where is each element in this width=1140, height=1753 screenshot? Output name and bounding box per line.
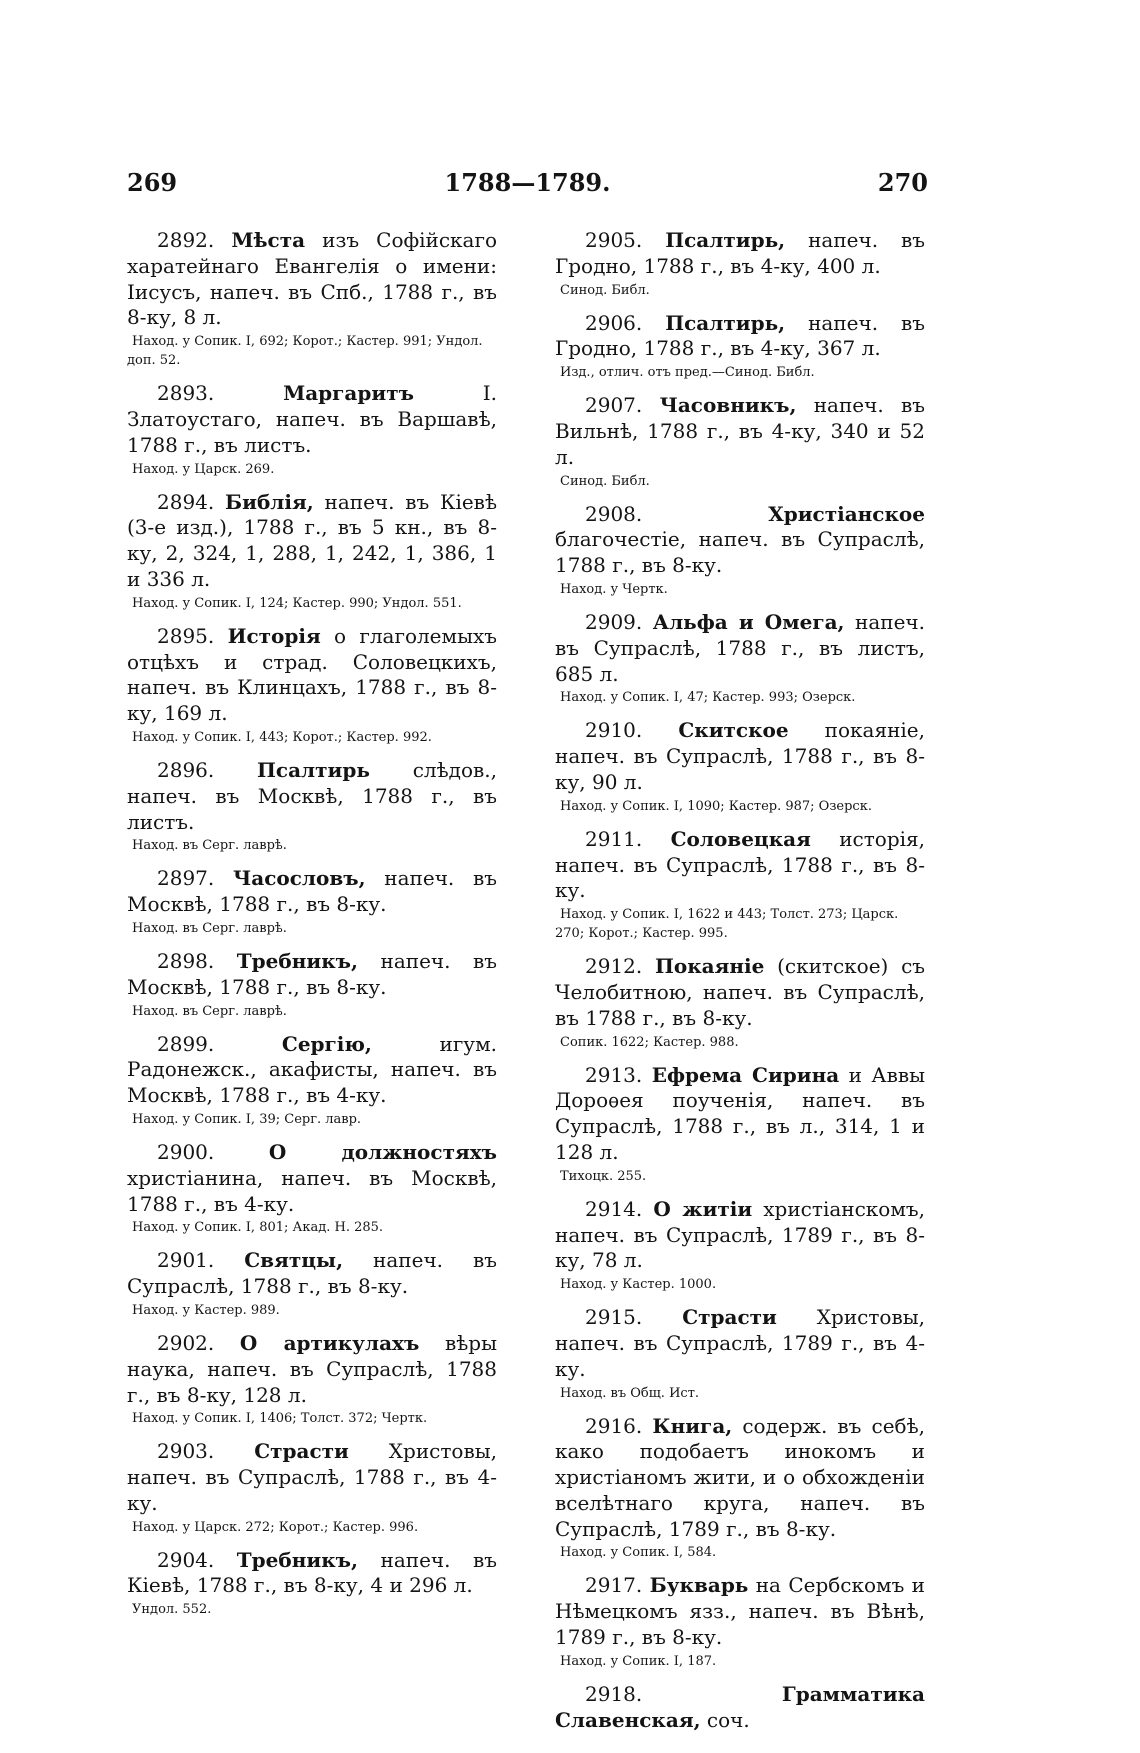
entry-text <box>555 954 925 1031</box>
entry-text <box>127 1439 497 1516</box>
entry-location-note: Наход. въ Серг. лаврѣ. <box>132 920 287 936</box>
entry-number: 2913. <box>585 1062 643 1087</box>
entry-location-note: Наход. у Кастер. 989. <box>132 1302 280 1318</box>
entry-location-note: Ундол. 552. <box>132 1602 212 1618</box>
catalog-entry <box>127 866 497 938</box>
entry-location-note: Наход. у Сопик. I, 584. <box>560 1545 717 1561</box>
entry-number: 2900. <box>157 1139 215 1164</box>
entry-location-note: Наход. у Сопик. I, 692; Корот.; Кастер. 991; Ундол. доп. 52. <box>127 334 483 369</box>
entry-text <box>127 1140 497 1217</box>
entry-title: О должностяхъ <box>268 1139 497 1164</box>
entry-description: на Сербскомъ и Нѣмецкомъ язз., напеч. въ Вѣнѣ, 1789 г., въ 8-ку. <box>555 1573 926 1650</box>
entry-title: Букварь <box>649 1573 749 1598</box>
entry-title: Христіанское <box>768 501 925 526</box>
entry-number: 2892. <box>157 228 215 252</box>
entry-description: Христовы, напеч. въ Супраслѣ, 1788 г., въ 4-ку. <box>127 1439 497 1515</box>
catalog-entry <box>555 1197 925 1294</box>
entry-location-note: Наход. у Сопик. I, 443; Корот.; Кастер. 992. <box>132 729 432 745</box>
entry-text <box>127 1248 497 1300</box>
entry-description: напеч. въ Гродно, 1788 г., въ 4-ку, 400 л. <box>555 228 926 278</box>
entry-number: 2894. <box>157 489 215 514</box>
entry-title: Часословъ, <box>233 866 366 891</box>
entry-text <box>127 1032 497 1109</box>
entry-number: 2902. <box>157 1330 215 1355</box>
entry-number: 2893. <box>157 381 215 406</box>
entry-number: 2910. <box>585 718 643 743</box>
entry-location-note: Наход. у Сопик. I, 1622 и 443; Толст. 273; Царск. 270; Корот.; Кастер. 995. <box>555 907 899 942</box>
catalog-entry <box>127 758 497 855</box>
entry-title: Книга, <box>652 1413 733 1438</box>
entry-description: Христовы, напеч. въ Супраслѣ, 1789 г., въ 4-ку. <box>555 1305 925 1381</box>
entry-description: христіанина, напеч. въ Москвѣ, 1788 г., въ 4-ку. <box>127 1165 497 1216</box>
entry-title: Маргаритъ <box>283 381 414 406</box>
entry-number: 2912. <box>585 954 643 979</box>
entry-title: Требникъ, <box>236 1547 358 1572</box>
entry-title: Покаяніе <box>654 954 765 979</box>
entry-text <box>127 949 497 1001</box>
entry-description: изъ Софійскаго харатейнаго Евангелія о имени: Іисусъ, напеч. въ Спб., 1788 г., въ 8-ку, 8 л. <box>127 228 498 330</box>
left-page-number: 269 <box>127 168 178 197</box>
entry-text <box>127 624 497 727</box>
entry-title: О житіи <box>653 1196 753 1221</box>
catalog-entry <box>555 954 925 1051</box>
entry-description: напеч. въ Супраслѣ, 1788 г., въ листъ, 685 л. <box>555 609 926 686</box>
entry-description: о глаголемыхъ отцѣхъ и страд. Соловецкихъ, напеч. въ Клинцахъ, 1788 г., въ 8-ку, 169 л. <box>127 623 498 726</box>
catalog-entry <box>127 381 497 478</box>
entry-number: 2907. <box>585 393 643 418</box>
entry-title: Исторія <box>227 623 321 648</box>
entry-title: Страсти <box>254 1439 349 1464</box>
catalog-entry <box>127 624 497 747</box>
entry-text <box>555 1197 925 1274</box>
entry-location-note: Наход. у Сопик. I, 124; Кастер. 990; Ундол. 551. <box>132 595 462 611</box>
entry-description: напеч. въ Кіевѣ, 1788 г., въ 8-ку, 4 и 296 л. <box>127 1547 497 1598</box>
catalog-entry <box>127 1548 497 1620</box>
catalog-entry <box>127 490 497 613</box>
entry-text <box>127 381 497 458</box>
entry-description: напеч. въ Москвѣ, 1788 г., въ 8-ку. <box>127 866 498 917</box>
catalog-entry <box>555 1305 925 1402</box>
entry-location-note: Наход. у Царск. 269. <box>132 461 275 477</box>
entry-number: 2903. <box>157 1439 215 1464</box>
entry-description: слѣдов., напеч. въ Москвѣ, 1788 г., въ листъ. <box>127 757 498 834</box>
catalog-entry <box>555 393 925 490</box>
entry-location-note: Наход. у Сопик. I, 801; Акад. Н. 285. <box>132 1220 384 1236</box>
entry-title: Псалтирь <box>257 757 370 782</box>
entry-number: 2916. <box>585 1413 643 1438</box>
catalog-entry <box>555 827 925 943</box>
entry-number: 2895. <box>157 623 215 648</box>
entry-number: 2899. <box>157 1031 215 1056</box>
entry-text <box>555 827 925 904</box>
entry-number: 2917. <box>585 1573 643 1598</box>
entry-title: Грамматика Славенская, <box>555 1681 925 1732</box>
entry-description: христіанскомъ, напеч. въ Супраслѣ, 1789 г., въ 8-ку, 78 л. <box>555 1196 925 1273</box>
entry-title: Соловецкая <box>670 826 811 851</box>
catalog-entry <box>127 1439 497 1536</box>
entry-title: Часовникъ, <box>659 393 797 418</box>
catalog-entry <box>555 228 925 300</box>
entry-title: Святцы, <box>244 1248 344 1273</box>
entry-number: 2901. <box>157 1248 215 1273</box>
entry-description: напеч. въ Кіевѣ (3-е изд.), 1788 г., въ 5 кн., въ 8-ку, 2, 324, 1, 288, 1, 242, 1, 386, 1 и 336 л. <box>127 489 498 591</box>
entry-title: Альфа и Омега, <box>652 609 845 634</box>
entry-title: Псалтирь, <box>665 228 786 252</box>
catalog-entry <box>555 311 925 383</box>
entry-location-note: Наход. у Царск. 272; Корот.; Кастер. 996. <box>132 1519 419 1535</box>
catalog-entry <box>555 718 925 815</box>
entry-location-note: Наход. въ Серг. лаврѣ. <box>132 838 287 854</box>
entry-location-note: Наход. у Сопик. I, 187. <box>560 1653 717 1669</box>
entry-text <box>127 1548 497 1600</box>
entry-text <box>555 610 925 687</box>
entry-number: 2911. <box>585 826 643 851</box>
right-page-number: 270 <box>877 168 928 197</box>
entry-text <box>555 1414 925 1543</box>
entry-text <box>127 1331 497 1408</box>
entry-text <box>555 1682 925 1734</box>
catalog-entry <box>127 1248 497 1320</box>
entry-description: напеч. въ Супраслѣ, 1788 г., въ 8-ку. <box>127 1248 498 1299</box>
entry-number: 2898. <box>157 948 215 973</box>
entry-number: 2908. <box>585 501 643 526</box>
entry-description: I. Златоустаго, напеч. въ Варшавѣ, 1788 г., въ листъ. <box>127 381 497 457</box>
entry-title: О артикулахъ <box>239 1330 420 1355</box>
entry-location-note: Наход. у Сопик. I, 1406; Толст. 372; Чертк. <box>132 1411 428 1427</box>
entry-title: Скитское <box>678 718 789 743</box>
entry-title: Псалтирь, <box>665 310 786 335</box>
entry-text <box>127 490 497 593</box>
entry-location-note: Сопик. 1622; Кастер. 988. <box>560 1034 739 1050</box>
entry-description: исторія, напеч. въ Супраслѣ, 1788 г., въ 8-ку. <box>555 826 926 903</box>
right-column <box>555 228 925 1744</box>
entry-location-note: Наход. у Сопик. I, 1090; Кастер. 987; Озерск. <box>560 798 872 814</box>
left-column <box>127 228 497 1630</box>
catalog-entry <box>127 949 497 1021</box>
catalog-entry <box>127 1140 497 1237</box>
catalog-entry <box>555 1414 925 1563</box>
entry-location-note: Наход. у Кастер. 1000. <box>560 1277 717 1293</box>
entry-number: 2914. <box>585 1196 643 1221</box>
entry-title: Требникъ, <box>236 948 358 973</box>
entry-description: напеч. въ Вильнѣ, 1788 г., въ 4-ку, 340 и 52 л. <box>555 393 925 469</box>
entry-text <box>555 718 925 795</box>
entry-location-note: Наход. въ Общ. Ист. <box>560 1385 700 1401</box>
catalog-entry <box>555 1573 925 1670</box>
entry-text <box>127 866 497 918</box>
entry-text <box>555 393 925 470</box>
entry-location-note: Наход. у Сопик. I, 39; Серг. лавр. <box>132 1111 362 1127</box>
entry-text <box>555 228 925 280</box>
entry-description: и Аввы Дороѳея поученія, напеч. въ Супраслѣ, 1788 г., въ л., 314, 1 и 128 л. <box>555 1062 926 1164</box>
entry-text <box>555 502 925 579</box>
entry-number: 2897. <box>157 866 215 891</box>
entry-text <box>555 1305 925 1382</box>
catalog-entry <box>555 610 925 707</box>
entry-text <box>555 1063 925 1166</box>
catalog-entry <box>555 502 925 599</box>
catalog-entry <box>127 1331 497 1428</box>
entry-number: 2905. <box>585 228 643 252</box>
entry-number: 2896. <box>157 757 215 782</box>
catalog-entry <box>555 1682 925 1734</box>
entry-number: 2909. <box>585 609 643 634</box>
entry-title: Страсти <box>682 1305 777 1330</box>
entry-text <box>127 228 497 331</box>
catalog-entry <box>127 228 497 370</box>
catalog-entry <box>555 1063 925 1186</box>
entry-description: напеч. въ Москвѣ, 1788 г., въ 8-ку. <box>127 948 497 999</box>
entry-number: 2915. <box>585 1305 643 1330</box>
catalog-entry <box>127 1032 497 1129</box>
entry-number: 2904. <box>157 1547 215 1572</box>
entry-description: покаяніе, напеч. въ Супраслѣ, 1788 г., въ 8-ку, 90 л. <box>555 718 925 794</box>
entry-title: Библія, <box>225 489 314 514</box>
entry-location-note: Наход. у Сопик. I, 47; Кастер. 993; Озерск. <box>560 690 856 706</box>
entry-text <box>555 311 925 363</box>
entry-location-note: Наход. у Чертк. <box>560 581 668 597</box>
entry-description: благочестіе, напеч. въ Супраслѣ, 1788 г., въ 8-ку. <box>555 527 925 578</box>
entry-title: Ефрема Сирина <box>651 1062 840 1087</box>
entry-location-note: Тихоцк. 255. <box>560 1168 647 1184</box>
entry-description: содерж. въ себѣ, како подобаетъ инокомъ и христіаномъ жити, и о обхожденіи вселѣтнаго круга, напеч. въ Супраслѣ, 1789 г., въ 8-ку. <box>555 1413 925 1541</box>
entry-description: соч. <box>700 1707 750 1732</box>
entry-description: напеч. въ Гродно, 1788 г., въ 4-ку, 367 л. <box>555 310 926 361</box>
entry-number: 2918. <box>585 1681 643 1706</box>
entry-text <box>555 1573 925 1650</box>
entry-description: вѣры наука, напеч. въ Супраслѣ, 1788 г., въ 8-ку, 128 л. <box>127 1330 497 1407</box>
entry-description: (скитское) съ Челобитною, напеч. въ Супраслѣ, въ 1788 г., въ 8-ку. <box>555 954 925 1030</box>
entry-number: 2906. <box>585 310 643 335</box>
entry-location-note: Синод. Библ. <box>560 473 650 489</box>
entry-description: игум. Радонежск., акафисты, напеч. въ Москвѣ, 1788 г., въ 4-ку. <box>127 1031 497 1108</box>
entry-title: Мѣста <box>231 228 306 252</box>
entry-location-note: Изд., отлич. отъ пред.—Синод. Библ. <box>560 365 815 381</box>
entry-title: Сергію, <box>281 1031 372 1056</box>
entry-location-note: Синод. Библ. <box>560 282 650 298</box>
entry-text <box>127 758 497 835</box>
entry-location-note: Наход. въ Серг. лаврѣ. <box>132 1003 287 1019</box>
header-years: 1788—1789. <box>444 168 611 197</box>
